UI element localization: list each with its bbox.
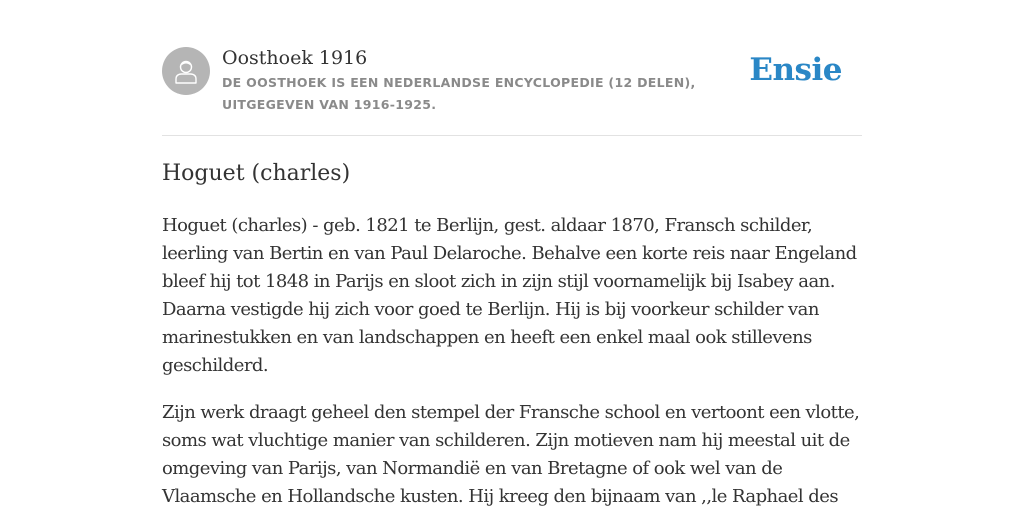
source-avatar[interactable] (162, 47, 210, 95)
article-body (162, 212, 862, 512)
user-avatar-icon (172, 57, 200, 85)
source-name[interactable]: Oosthoek 1916 (222, 47, 368, 69)
article-title: Hoguet (charles) (162, 161, 351, 186)
source-header (162, 46, 862, 116)
article-paragraph: Hoguet (charles) - geb. 1821 te Berlijn, gest. aldaar 1870, Fransch schilder, leerling van Bertin en van Paul Delaroche. Behalve een korte reis naar Engeland bleef hij tot 1848 in Parijs en sloot zich in zijn stijl voornamelijk bij Isabey aan. Daarna vestigde hij zich voor goed te Berlijn. Hij is bij voorkeur schilder van marinestukken en van landschappen en heeft een enkel maal ook stillevens geschilderd. (162, 215, 857, 376)
ensie-logo[interactable]: Ensie (749, 52, 842, 88)
header-divider (162, 135, 862, 136)
article-paragraph: Zijn werk draagt geheel den stempel der Fransche school en vertoont een vlotte, soms wat vluchtige manier van schilderen. Zijn motieven nam hij meestal uit de omgeving van Parijs, van Normandië en van Bretagne of ook wel van de Vlaamsche en Hollandsche kusten. Hij kreeg den bijnaam van ,,le Raphael des (162, 402, 860, 507)
source-description: DE OOSTHOEK IS EEN NEDERLANDSE ENCYCLOPEDIE (12 DELEN), UITGEGEVEN VAN 1916-1925. (222, 75, 696, 112)
